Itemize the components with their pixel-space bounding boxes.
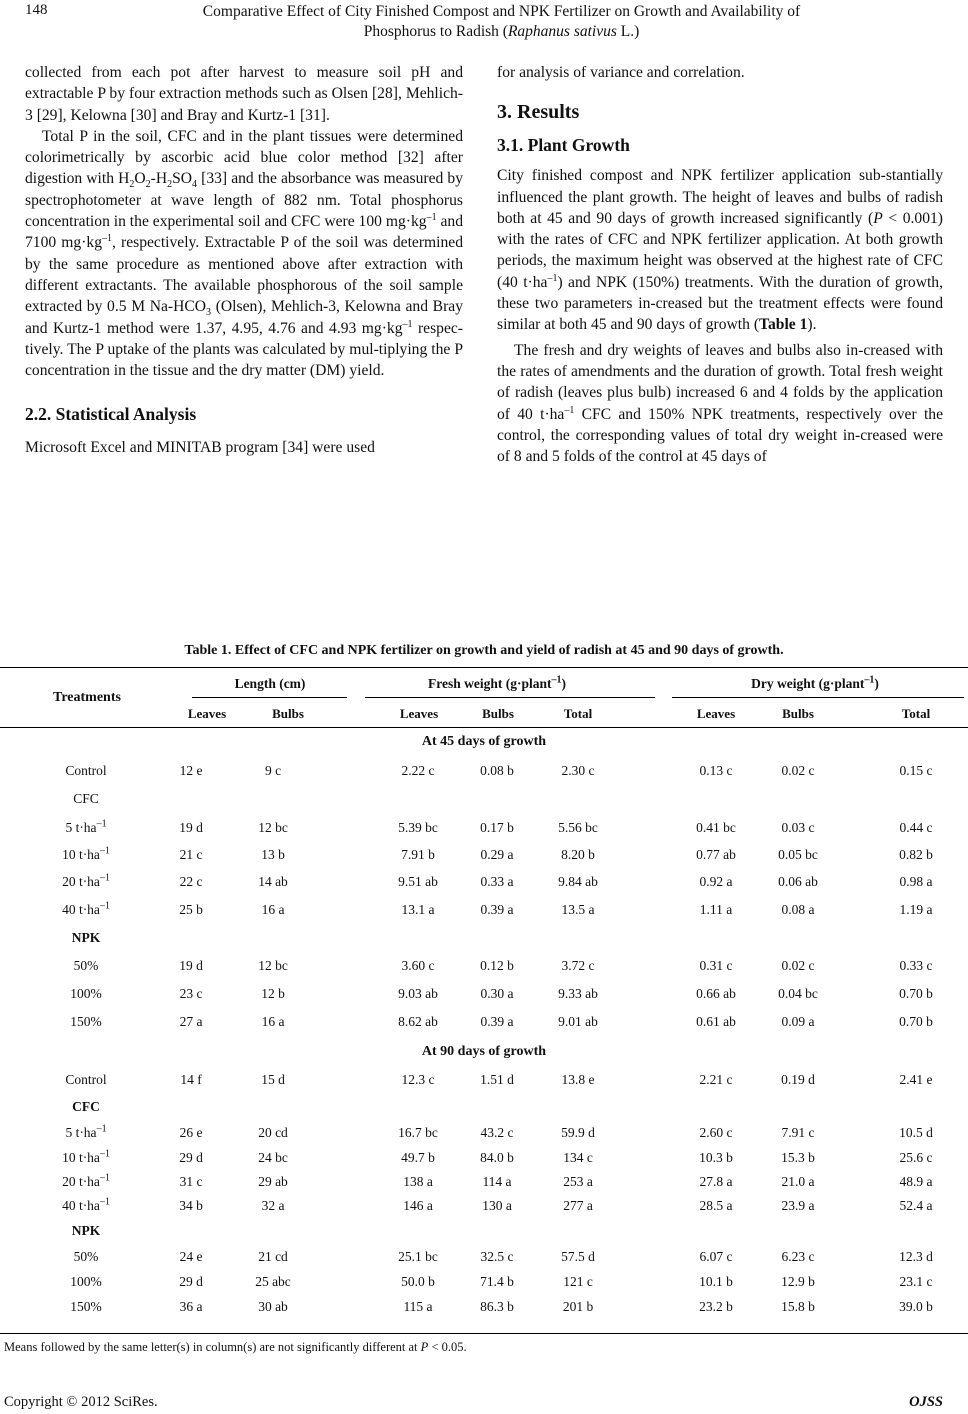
table-row [0, 762, 968, 782]
table-cell: 86.3 b [480, 1299, 514, 1314]
table-cell: 201 b [562, 1299, 594, 1314]
page-number: 148 [25, 2, 48, 18]
text-run: Microsoft Excel and MINITAB program [34] were used [25, 439, 375, 457]
table-cell: 6.23 c [781, 1249, 815, 1264]
table-cell: 23.9 a [781, 1198, 815, 1213]
row-label-sup: –1 [96, 1123, 107, 1135]
text-run: and 7100 mg·kg [25, 213, 463, 252]
table-cell: 0.19 d [781, 1072, 815, 1087]
header-fresh-weight [387, 675, 607, 692]
table-cell: 29 d [179, 1150, 203, 1165]
row-label-sup: –1 [99, 872, 110, 884]
table-cell: 2.22 c [401, 763, 435, 778]
table-row [0, 1149, 968, 1169]
text-run: ). [807, 316, 817, 334]
row-label [31, 846, 141, 863]
table-cell: 20 cd [258, 1125, 288, 1140]
table-cell: 26 e [179, 1125, 203, 1140]
table-cell: 7.91 b [401, 847, 435, 862]
table-row [0, 985, 968, 1005]
row-label-text: 100% [70, 986, 102, 1001]
table-cell: 59.9 d [561, 1125, 595, 1140]
table-cell: 23 c [179, 986, 203, 1001]
table-cell: 5.56 bc [558, 820, 598, 835]
table-cell: 15.3 b [781, 1150, 815, 1165]
table-row [0, 1071, 968, 1091]
table-bottom-rule [0, 1333, 968, 1334]
header-text: ) [561, 676, 566, 691]
table-cell: 14 ab [258, 874, 288, 889]
table-cell: 23.1 c [899, 1274, 933, 1289]
row-label [31, 1124, 141, 1141]
table-cell: 25.6 c [899, 1150, 933, 1165]
table-row [0, 873, 968, 893]
table-cell: 43.2 c [480, 1125, 514, 1140]
row-label-text: 40 t·ha [62, 902, 100, 917]
header-rule [365, 697, 655, 698]
table-cell: 21 cd [258, 1249, 288, 1264]
text-run: collected from each pot after harvest to measure soil pH and extractable P by four extraction methods such as Olsen [28], Mehlich-3 [29], Kelowna [30] and Bray and Kurtz-1 [31]. [25, 64, 463, 124]
text-run-sup: –1 [426, 211, 437, 223]
table-group-row [0, 1222, 968, 1242]
row-label [31, 1013, 141, 1030]
header-text: L.) [616, 23, 640, 40]
table-row [0, 846, 968, 866]
table-cell: 134 c [563, 1150, 593, 1165]
row-label-text: 5 t·ha [65, 1125, 97, 1140]
table-cell: 12.3 d [899, 1249, 933, 1264]
row-label [31, 873, 141, 890]
table-cell: 0.13 c [699, 763, 733, 778]
text-run: respec-tively. The P uptake of the plants was calculated by mul-tiplying the P concentration in the tissue and the dry matter (DM) yield. [25, 319, 463, 380]
header-sup: –1 [864, 674, 875, 686]
row-label-sup: –1 [99, 900, 110, 912]
table-cell: 146 a [403, 1198, 433, 1213]
header-rule [672, 697, 964, 698]
table-cell: 29 ab [258, 1174, 288, 1189]
table-row [0, 819, 968, 839]
table-cell: 25 b [179, 902, 203, 917]
row-label-text: Control [65, 1072, 107, 1087]
table-cell: 0.61 ab [696, 1014, 736, 1029]
table-cell: 0.04 bc [778, 986, 818, 1001]
row-label [31, 790, 141, 807]
table-cell: 13.5 a [561, 902, 595, 917]
text-run: Means followed by the same letter(s) in column(s) are not significantly different at [4, 1340, 421, 1354]
text-run-sup: –1 [102, 233, 113, 245]
table-cell: 16.7 bc [398, 1125, 438, 1140]
row-label-text: Control [65, 763, 107, 778]
table-cell: 14 f [180, 1072, 202, 1087]
table-cell: 9.84 ab [558, 874, 598, 889]
text-run: O [134, 170, 146, 188]
row-label [31, 901, 141, 918]
table-cell: 114 a [482, 1174, 512, 1189]
text-run-sub: 3 [206, 307, 212, 319]
table-row [0, 1173, 968, 1193]
table-cell: 2.21 c [699, 1072, 733, 1087]
text-run: CFC and 150% NPK treatments, respectively over the control, the corresponding values of total dry weight in-creased were of 8 and 5 folds of the control at 45 days of [497, 405, 943, 466]
running-header-line2 [60, 22, 943, 42]
text-run: -H [150, 170, 168, 188]
table-cell: 0.02 c [781, 763, 815, 778]
table-cell: 30 ab [258, 1299, 288, 1314]
table-cell: 12 bc [258, 958, 288, 973]
table-cell: 0.02 c [781, 958, 815, 973]
table-cell: 115 a [403, 1299, 433, 1314]
table-row [0, 1248, 968, 1268]
table-cell: 25 abc [255, 1274, 291, 1289]
row-label [31, 1149, 141, 1166]
row-label-text: 20 t·ha [62, 1174, 100, 1189]
row-label [31, 1173, 141, 1190]
table-cell: 16 a [261, 1014, 285, 1029]
row-label [31, 1273, 141, 1290]
table-cell: 52.4 a [899, 1198, 933, 1213]
text-run: Total P in the soil, CFC and in the plant tissues were determined colorimetrically by ascorbic acid blue color method [32] after digestion with H [25, 127, 463, 188]
table-row [0, 957, 968, 977]
table-cell: 9.51 ab [398, 874, 438, 889]
table-group-row [0, 929, 968, 949]
header-text: ) [874, 676, 879, 691]
table-row [0, 1013, 968, 1033]
running-header-title [60, 2, 943, 42]
section-heading-statistical-analysis: 2.2. Statistical Analysis [25, 404, 197, 425]
header-text: Phosphorus to Radish ( [363, 23, 508, 40]
table-cell: 27 a [179, 1014, 203, 1029]
table-cell: 0.30 a [480, 986, 514, 1001]
row-label-text: NPK [71, 930, 101, 945]
table-cell: 6.07 c [699, 1249, 733, 1264]
row-label [31, 762, 141, 779]
table-cell: 0.39 a [480, 1014, 514, 1029]
section-title: At 45 days of growth [421, 734, 547, 749]
table-cell: 10.1 b [699, 1274, 733, 1289]
row-label [31, 1298, 141, 1315]
text-run: ) and NPK (150%) treatments. With the duration of growth, these two parameters in-creased but the treatment effects were found similar at both 45 and 90 days of growth ( [497, 273, 943, 334]
row-label-sup: –1 [99, 1148, 110, 1160]
row-label-text: 50% [73, 1249, 99, 1264]
table-cell: 0.33 a [480, 874, 514, 889]
table-cell: 277 a [563, 1198, 593, 1213]
table-cell: 2.30 c [561, 763, 595, 778]
table-cell: 19 d [179, 820, 203, 835]
table-cell: 7.91 c [781, 1125, 815, 1140]
text-run-sup: –1 [402, 318, 413, 330]
table-title: Table 1. Effect of CFC and NPK fertilizer on growth and yield of radish at 45 and 90 days of growth. [184, 643, 784, 658]
table-cell: 1.11 a [699, 902, 733, 917]
subheader-total: Total [563, 706, 593, 721]
table-cell: 15.8 b [781, 1299, 815, 1314]
header-sup: –1 [551, 674, 562, 686]
table-cell: 22 c [179, 874, 203, 889]
table-cell: 0.70 b [899, 986, 933, 1001]
row-label-sup: –1 [99, 1172, 110, 1184]
table-cell: 23.2 b [699, 1299, 733, 1314]
table-cell: 0.31 c [699, 958, 733, 973]
table-cell: 0.03 c [781, 820, 815, 835]
table-footnote [4, 1340, 467, 1355]
table-cell: 9 c [264, 763, 282, 778]
text-run-b: Table 1 [759, 316, 808, 334]
header-dry-weight [705, 675, 925, 692]
row-label [31, 985, 141, 1002]
table-cell: 13.8 e [561, 1072, 595, 1087]
table-cell: 8.62 ab [398, 1014, 438, 1029]
species-name: Raphanus sativus [507, 23, 617, 40]
text-run: The fresh and dry weights of leaves and bulbs also in-creased with the rates of amendments and the duration of growth. Total fresh weight of radish (leaves plus bulb) increased 6 and 4 folds by the application of 40 t·ha [497, 341, 943, 423]
table-cell: 0.17 b [480, 820, 514, 835]
journal-name: OJSS [909, 1394, 943, 1410]
table-cell: 121 c [563, 1274, 593, 1289]
table-cell: 0.08 a [781, 902, 815, 917]
table-row [0, 1273, 968, 1293]
paragraph [497, 165, 943, 335]
row-label [31, 1248, 141, 1265]
subheader-bulbs: Bulbs [782, 706, 814, 721]
row-label [31, 1098, 141, 1115]
table-cell: 12 bc [258, 820, 288, 835]
table-cell: 12.9 b [781, 1274, 815, 1289]
table-cell: 12 b [261, 986, 285, 1001]
table-cell: 48.9 a [899, 1174, 933, 1189]
paragraph [25, 126, 463, 382]
table-cell: 0.08 b [480, 763, 514, 778]
table-cell: 0.12 b [480, 958, 514, 973]
table-cell: 15 d [261, 1072, 285, 1087]
table-cell: 2.60 c [699, 1125, 733, 1140]
table-cell: 0.44 c [899, 820, 933, 835]
table-cell: 0.15 c [899, 763, 933, 778]
row-label-sup: –1 [99, 845, 110, 857]
table-cell: 0.41 bc [696, 820, 736, 835]
table-cell: 9.03 ab [398, 986, 438, 1001]
row-label-text: 5 t·ha [65, 820, 97, 835]
table-cell: 57.5 d [561, 1249, 595, 1264]
table-cell: 13.1 a [401, 902, 435, 917]
table-cell: 0.77 ab [696, 847, 736, 862]
table-cell: 0.29 a [480, 847, 514, 862]
table-cell: 28.5 a [699, 1198, 733, 1213]
table-cell: 8.20 b [561, 847, 595, 862]
text-run-sub: 2 [145, 179, 151, 191]
table-cell: 21.0 a [781, 1174, 815, 1189]
table-cell: 31 c [179, 1174, 203, 1189]
header-treatments: Treatments [53, 690, 121, 705]
table-cell: 16 a [261, 902, 285, 917]
left-column [25, 62, 463, 459]
row-label-text: 10 t·ha [62, 847, 100, 862]
row-label [31, 819, 141, 836]
table-cell: 10.3 b [699, 1150, 733, 1165]
row-label [31, 929, 141, 946]
table-cell: 0.39 a [480, 902, 514, 917]
table-cell: 71.4 b [480, 1274, 514, 1289]
subheader-total: Total [901, 706, 931, 721]
paragraph [25, 437, 463, 458]
subheader-leaves: Leaves [696, 706, 736, 721]
text-run-sub: 2 [129, 179, 135, 191]
table-row [0, 1124, 968, 1144]
table-cell: 84.0 b [480, 1150, 514, 1165]
text-run-i: P [420, 1340, 429, 1354]
table-cell: 9.33 ab [558, 986, 598, 1001]
table-cell: 24 bc [258, 1150, 288, 1165]
row-label [31, 1222, 141, 1239]
table-cell: 1.51 d [480, 1072, 514, 1087]
table-cell: 19 d [179, 958, 203, 973]
table-cell: 3.72 c [561, 958, 595, 973]
section-heading-results: 3. Results [497, 101, 580, 124]
row-label [31, 957, 141, 974]
running-header-line1: Comparative Effect of City Finished Compost and NPK Fertilizer on Growth and Availability of [202, 3, 801, 20]
table-cell: 32.5 c [480, 1249, 514, 1264]
text-run: , respectively. Extractable P of the soil was determined by the same procedure as mentioned above after extraction with different extractants. The available phosphorous of the soil sample extracted by 0.5 M Na-HCO [25, 234, 463, 316]
table-top-rule [0, 667, 968, 668]
table-row [0, 1298, 968, 1318]
text-run-sup: –1 [547, 272, 558, 284]
table-cell: 3.60 c [401, 958, 435, 973]
text-run: [33] and the absorbance was measured by spectrophotometer at wave length of 882 nm. Total phosphorus concentration in the experimental soil and CFC were 100 mg·kg [25, 170, 463, 231]
text-run-sup: –1 [564, 404, 575, 416]
table-cell: 0.98 a [899, 874, 933, 889]
table-cell: 32 a [261, 1198, 285, 1213]
row-label-text: CFC [72, 1099, 100, 1114]
text-run: City finished compost and NPK fertilizer application sub-stantially influenced the plant growth. The height of leaves and bulbs of radish both at 45 and 90 days of growth increased significantly ( [497, 167, 943, 227]
table-group-row [0, 790, 968, 810]
row-label-text: CFC [73, 791, 99, 806]
text-run: SO [172, 170, 193, 188]
header-bottom-rule [0, 727, 968, 728]
row-label-text: 20 t·ha [62, 874, 100, 889]
paragraph [25, 62, 463, 126]
text-run-sub: 2 [167, 179, 173, 191]
table-cell: 0.92 a [699, 874, 733, 889]
header-length: Length (cm) [234, 676, 306, 691]
row-label-text: NPK [71, 1223, 101, 1238]
table-cell: 130 a [482, 1198, 512, 1213]
text-run: < 0.001) with the rates of CFC and NPK fertilizer application. At both growth periods, the maximum height was observed at the highest rate of CFC (40 t·ha [497, 209, 943, 291]
table-cell: 5.39 bc [398, 820, 438, 835]
text-run-i: P [873, 209, 883, 227]
table-cell: 39.0 b [899, 1299, 933, 1314]
text-run: for analysis of variance and correlation. [497, 64, 745, 81]
subheader-leaves: Leaves [187, 706, 227, 721]
table-cell: 253 a [563, 1174, 593, 1189]
text-run-sub: 4 [192, 179, 198, 191]
paragraph [497, 340, 943, 468]
header-rule [192, 697, 347, 698]
table-cell: 0.09 a [781, 1014, 815, 1029]
table-cell: 29 d [179, 1274, 203, 1289]
table-cell: 0.70 b [899, 1014, 933, 1029]
table-cell: 34 b [179, 1198, 203, 1213]
table-cell: 49.7 b [401, 1150, 435, 1165]
table-cell: 0.82 b [899, 847, 933, 862]
table-row [0, 1197, 968, 1217]
table-cell: 21 c [179, 847, 203, 862]
table-cell: 9.01 ab [558, 1014, 598, 1029]
table-cell: 25.1 bc [398, 1249, 438, 1264]
text-run: < 0.05. [428, 1340, 467, 1354]
table-cell: 138 a [403, 1174, 433, 1189]
table-cell: 12.3 c [401, 1072, 435, 1087]
header-text: Fresh weight (g·plant [427, 676, 552, 691]
table-cell: 10.5 d [899, 1125, 933, 1140]
table-cell: 1.19 a [899, 902, 933, 917]
table-cell: 27.8 a [699, 1174, 733, 1189]
right-column [497, 62, 943, 467]
table-cell: 0.06 ab [778, 874, 818, 889]
table-cell: 0.05 bc [778, 847, 818, 862]
subheader-bulbs: Bulbs [482, 706, 514, 721]
table-cell: 2.41 e [899, 1072, 933, 1087]
table-row [0, 901, 968, 921]
row-label-text: 10 t·ha [62, 1150, 100, 1165]
row-label-text: 150% [70, 1014, 102, 1029]
row-label [31, 1071, 141, 1088]
paragraph [497, 62, 943, 83]
row-label-sup: –1 [99, 1196, 110, 1208]
subheader-bulbs: Bulbs [272, 706, 304, 721]
table-cell: 36 a [179, 1299, 203, 1314]
table-cell: 12 e [179, 763, 203, 778]
text-run: (Olsen), Mehlich-3, Kelowna and Bray and Kurtz-1 method were 1.37, 4.95, 4.76 and 4.93 mg·kg [25, 298, 463, 337]
row-label-text: 50% [73, 958, 99, 973]
subheader-leaves: Leaves [399, 706, 439, 721]
row-label-text: 40 t·ha [62, 1198, 100, 1213]
table-group-row [0, 1098, 968, 1118]
section-title: At 90 days of growth [421, 1044, 547, 1059]
row-label-sup: –1 [96, 818, 107, 830]
table-cell: 50.0 b [401, 1274, 435, 1289]
row-label-text: 150% [70, 1299, 102, 1314]
row-label-text: 100% [70, 1274, 102, 1289]
table-cell: 0.66 ab [696, 986, 736, 1001]
copyright: Copyright © 2012 SciRes. [4, 1394, 158, 1410]
table-cell: 0.33 c [899, 958, 933, 973]
header-text: Dry weight (g·plant [751, 676, 865, 691]
table-cell: 24 e [179, 1249, 203, 1264]
row-label [31, 1197, 141, 1214]
section-heading-plant-growth: 3.1. Plant Growth [497, 135, 630, 156]
table-cell: 13 b [261, 847, 285, 862]
